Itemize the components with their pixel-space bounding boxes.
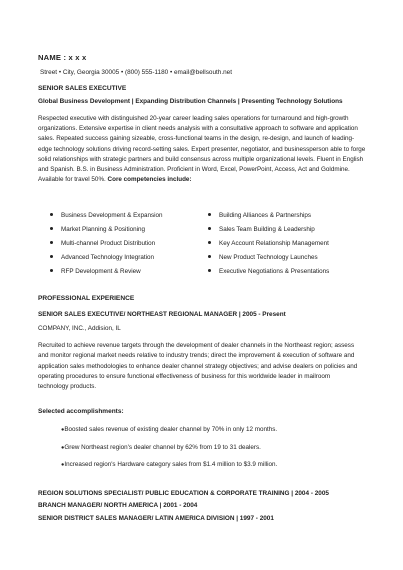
accomplishment-item: ●Grew Northeast region's dealer channel by 62% from 19 to 31 dealers. — [61, 444, 261, 451]
accomplishment-item: ●Boosted sales revenue of existing dealer channel by 70% in only 12 months. — [61, 426, 278, 433]
summary-lead: Core competencies include: — [107, 176, 192, 184]
competency-item: RFP Development & Review — [50, 268, 141, 275]
candidate-name: NAME : x x x — [38, 53, 87, 62]
summary-paragraph — [38, 114, 368, 185]
competency-item: Multi-channel Product Distribution — [50, 240, 155, 247]
job-title: BRANCH MANAGER/ NORTH AMERICA | 2001 - 2004 — [38, 502, 198, 509]
job-title: SENIOR DISTRICT SALES MANAGER/ LATIN AMERICA DIVISION | 1997 - 2001 — [38, 515, 274, 522]
job-title: SENIOR SALES EXECUTIVE/ NORTHEAST REGIONAL MANAGER | 2005 - Present — [38, 311, 286, 318]
bullet-icon — [208, 255, 211, 258]
job-description: Recruited to achieve revenue targets through the development of dealer channels in the Northeast region; assess and monitor regional market needs relative to industry trends; direct the improvement & execution of software and application sales methodologies to enhance dealer channel strategy objectives; and advise dealers on policies and operating procedures to ensure functional effectiveness of business for this worldwide leader in mailroom technology products. — [38, 342, 358, 391]
accomplishment-item: ●Increased region's Hardware category sales from $1.4 million to $3.9 million. — [61, 461, 278, 468]
bullet-icon: ● — [61, 445, 65, 451]
bullet-icon — [50, 269, 53, 272]
bullet-icon — [50, 255, 53, 258]
competency-item: Business Development & Expansion — [50, 212, 163, 219]
competency-item: Building Alliances & Partnerships — [208, 212, 311, 219]
job-title-heading: SENIOR SALES EXECUTIVE — [38, 85, 127, 92]
tagline: Global Business Development | Expanding Distribution Channels | Presenting Technology Solutions — [38, 98, 343, 105]
bullet-icon — [50, 227, 53, 230]
company-line: COMPANY, INC., Addision, IL — [38, 325, 121, 332]
experience-heading: PROFESSIONAL EXPERIENCE — [38, 295, 135, 302]
job-title: REGION SOLUTIONS SPECIALIST/ PUBLIC EDUCATION & CORPORATE TRAINING | 2004 - 2005 — [38, 490, 329, 497]
bullet-icon — [50, 213, 53, 216]
competency-item: Key Account Relationship Management — [208, 240, 329, 247]
bullet-icon: ● — [61, 427, 65, 433]
contact-line: Street • City, Georgia 30005 • (800) 555-1180 • email@bellsouth.net — [40, 69, 233, 76]
competency-item: Executive Negotiations & Presentations — [208, 268, 329, 275]
bullet-icon — [208, 269, 211, 272]
accomplishments-heading: Selected accomplishments: — [38, 408, 124, 415]
bullet-icon — [208, 227, 211, 230]
summary-text: Respected executive with distinguished 20-year career leading sales operations for turnaround and high-growth organizations. Extensive expertise in client needs analysis with a consultative approach to software and application sales. Repeated success gaining sizeable, cross-functional teams in the design, re-design, and launch of leading-edge technology solutions driving record-setting sales. Expert presenter, negotiator, and businessperson able to forge solid relationships with strategic partners and build consensus across multiple organizational levels. Fluent in English and Spanish. B.S. in Business Administration. Proficient in Word, Excel, PowerPoint, Access, Act and Goldmine. Available for travel 50%. — [38, 115, 366, 184]
bullet-icon — [50, 241, 53, 244]
competency-item: Advanced Technology Integration — [50, 254, 154, 261]
bullet-icon: ● — [61, 462, 65, 468]
competency-item: Sales Team Building & Leadership — [208, 226, 315, 233]
competency-item: Market Planning & Positioning — [50, 226, 145, 233]
bullet-icon — [208, 213, 211, 216]
bullet-icon — [208, 241, 211, 244]
competency-item: New Product Technology Launches — [208, 254, 318, 261]
